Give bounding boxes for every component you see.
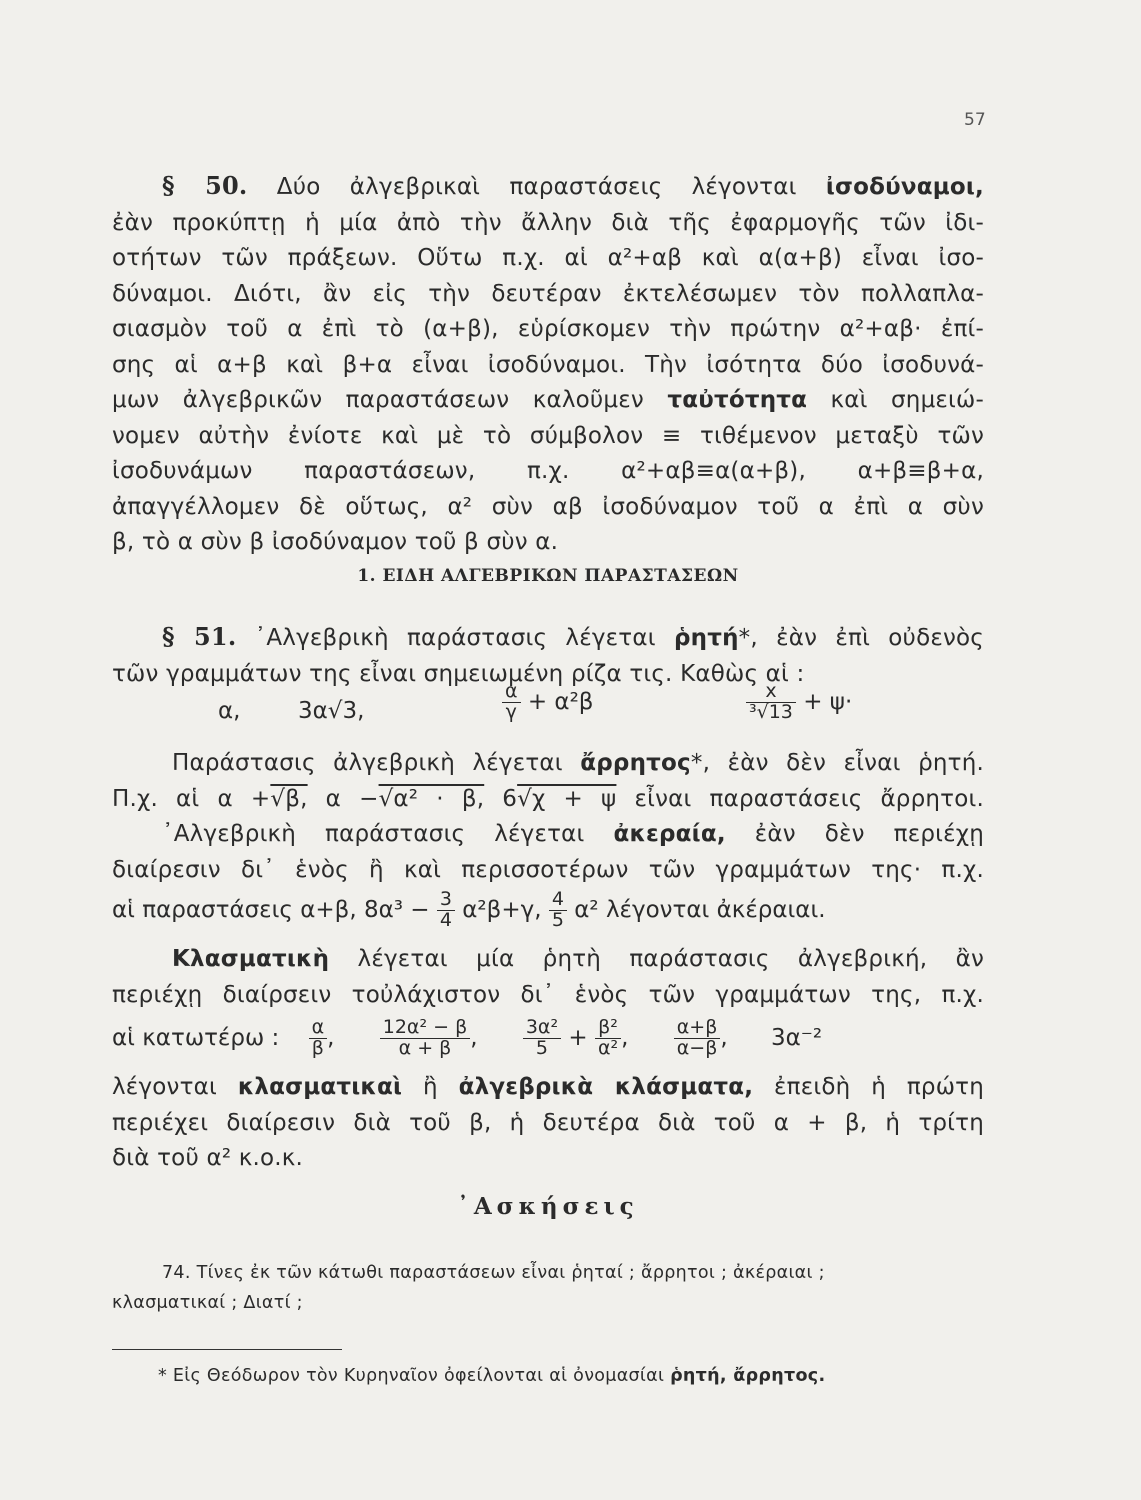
- term-akeraia: ἀκεραία,: [613, 821, 726, 847]
- paragraph-50: § 50. Δύο ἀλγεβρικαὶ παραστάσεις λέγονται ἰσοδύναμοι, ἐὰν προκύπτῃ ἡ μία ἀπὸ τὴν ἄλλην διὰ τῆς ἐφαρμογῆς τῶν ἰδι- οτήτων τῶν πράξεων. Οὕτω π.χ. αἱ α²+αβ καὶ α(α+β) εἶναι ἰσο- δύναμοι. Διότι, ἂν εἰς τὴν δευτέραν ἐκτελέσωμεν τὸν πολλαπλα- σιασμὸν τοῦ α ἐπὶ τὸ (α+β), εὑρίσκομεν τὴν πρώτην α²+αβ· ἐπί- σης αἱ α+β καὶ β+α εἶναι ἰσοδύναμοι. Τὴν ἰσότητα δύο ἰσοδυνά- μων ἀλγεβρικῶν παραστάσεων καλοῦμεν ταὐτότητα καὶ σημειώ- νομεν αὐτὴν ἐνίοτε καὶ μὲ τὸ σύμβολον ≡ τιθέμενον μεταξὺ τῶν ἰσοδυνάμων παραστάσεων, π.χ. α²+αβ≡α(α+β), α+β≡β+α, ἀπαγγέλλομεν δὲ οὕτως, α² σὺν αβ ἰσοδύναμον τοῦ α ἐπὶ α σὺν β, τὸ α σὺν β ἰσοδύναμον τοῦ β σὺν α.: [112, 171, 984, 555]
- paragraph-51-intro: § 51. ᾿Αλγεβρικὴ παράστασις λέγεται ῥητή*, ἐὰν ἐπὶ οὐδενὸς τῶν γραμμάτων της εἶναι σημειωμένη ρίζα τις. Καθὼς αἱ :: [112, 622, 984, 687]
- term-tautotita: ταὐτότητα: [667, 387, 808, 413]
- exercise-74: 74. Τίνες ἐκ τῶν κάτωθι παραστάσεων εἶναι ῥηταί ; ἄρρητοι ; ἀκέραιαι ; κλασματικαί ; Διατί ;: [112, 1263, 825, 1313]
- section-heading: 1. ΕΙΔΗ ΑΛΓΕΒΡΙΚΩΝ ΠΑΡΑΣΤΑΣΕΩΝ: [357, 566, 739, 586]
- fraction-examples-line: αἱ κατωτέρω : $\frac{\alpha}{\beta}$ , $\frac{\text{12α² − β}}{\alpha + \beta}$ , $\frac{\text{3α²}}{5}$ + $\frac{\text{β²}}{\text{α²}}$ , $\frac{\alpha+\beta}{\alpha-\beta}$ , 3α⁻²: [112, 1016, 823, 1059]
- example-rational-1: α,: [218, 698, 241, 724]
- integer-examples-line: αἱ παραστάσεις α+β, 8α³ − $\frac{3}{4}$ α²β+γ, $\frac{4}{5}$ α² λέγονται ἀκέραιαι.: [112, 888, 826, 931]
- paragraph-51-irrational: Παράστασις ἀλγεβρικὴ λέγεται ἄρρητος*, ἐὰν δὲν εἶναι ῥητή. Π.χ. αἱ α +√β, α −√α² · β, 6√χ + ψ εἶναι παραστάσεις ἄρρητοι. ᾿Αλγεβρικὴ παράστασις λέγεται ἀκεραία, ἐὰν δὲν περιέχῃ διαίρεσιν δι᾿ ἑνὸς ἢ καὶ περισσοτέρων τῶν γραμμάτων της· π.χ.: [112, 750, 985, 883]
- example-rational-4: $\frac{x}{\text{³√13}}$ + ψ·: [746, 682, 852, 723]
- example-rational-3: $\frac{\alpha}{\gamma}$ + α²β: [502, 682, 594, 723]
- term-isodynamoi: ἰσοδύναμοι,: [825, 174, 984, 200]
- footnote-divider: [112, 1349, 342, 1350]
- term-riti: ῥητή: [673, 625, 739, 651]
- example-rational-2: 3α√3,: [298, 698, 365, 724]
- footnote: * Εἰς Θεόδωρον τὸν Κυρηναῖον ὀφείλονται αἱ ὀνομασίαι ῥητή, ἄρρητος.: [158, 1366, 826, 1386]
- exercises-title: ᾿Ασκήσεις: [457, 1193, 639, 1220]
- section-number-51: § 51.: [162, 622, 237, 651]
- page-number: 57: [964, 110, 986, 130]
- term-klasmatiki: Κλασματικὴ: [172, 946, 330, 972]
- section-number-50: § 50.: [162, 171, 248, 200]
- paragraph-fractional: Κλασματικὴ λέγεται μία ῥητὴ παράστασις ἀλγεβρική, ἂν περιέχῃ διαίρσειν τοὐλάχιστον δι᾿ ἑνὸς τῶν γραμμάτων της, π.χ.: [112, 946, 984, 1008]
- term-arritos: ἄρρητος: [580, 750, 691, 776]
- paragraph-fractional-cont: λέγονται κλασματικαὶ ἢ ἀλγεβρικὰ κλάσματα, ἐπειδὴ ἡ πρώτη περιέχει διαίρεσιν διὰ τοῦ β, ἡ δευτέρα διὰ τοῦ α + β, ἡ τρίτη διὰ τοῦ α² κ.ο.κ.: [112, 1074, 984, 1171]
